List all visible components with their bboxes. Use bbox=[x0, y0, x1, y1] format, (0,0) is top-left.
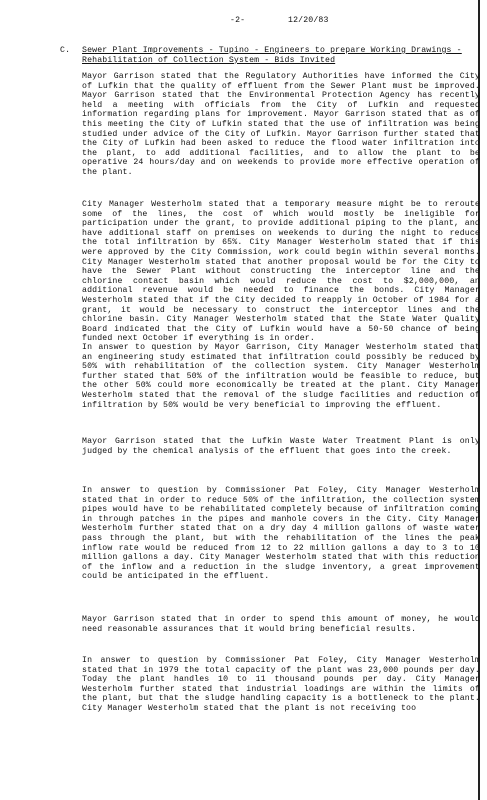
paragraph-5: In answer to question by Commissioner Pat Foley, City Manager Westerholm stated that in order to reduce 50% of the infiltration, the collection system pipes would have to be rehabilitated completely because of infiltration coming in through patches in the pipes and manhole covers in the City. City Manager Westerholm further stated that on a dry day 4 million gallons of waste water pass through the plant, but with the rehabilitation of the lines the peak inflow rate would be reduced from 12 to 22 million gallons a day to 3 to 10 million gallons a day. City Manager Westerholm stated that with this reduction of the inflow and a reduction in the sludge inventory, a great improvement could be anticipated in the effluent. bbox=[82, 486, 480, 582]
paragraph-7: In answer to question by Commissioner Pat Foley, City Manager Westerholm stated that in 1979 the total capacity of the plant was 23,000 pounds per day. Today the plant handles 10 to 11 thousand pounds per day. City Manager Westerholm further stated that industrial loadings are within the limits of the plant, but that the sludge handling capacity is a bottleneck to the plant. City Manager Westerholm stated that the plant is not receiving too bbox=[82, 656, 480, 713]
paragraph-1: Mayor Garrison stated that the Regulatory Authorities have informed the City of Lufkin that the quality of effluent from the Sewer Plant must be improved. Mayor Garrison stated that the Environmental Protection Agency has recently held a meeting with officials from the City of Lufkin and requested information regarding plans for improvement. Mayor Garrison stated that as of this meeting the City of Lufkin stated that the use of infiltration was being studied under advice of the City of Lufkin. Mayor Garrison further stated that the City of Lufkin had been asked to reduce the flood water infiltration into the plant, to add additional facilities, and to allow the plant to be operative 24 hours/day and on weekends to provide more effective operation of the plant. bbox=[82, 72, 480, 177]
paragraph-6: Mayor Garrison stated that in order to spend this amount of money, he would need reasonable assurances that it would bring beneficial results. bbox=[82, 615, 480, 634]
paragraph-2: City Manager Westerholm stated that a temporary measure might be to reroute some of the lines, the cost of which would mostly be ineligible for participation under the grant, to provide additional piping to the plant, and have additional staff on premises on weekends to during the night to reduce the total infiltration by 65%. City Manager Westerholm stated that if this were approved by the City Commission, work could begin within several months. City Manager Westerholm stated that another proposal would be for the City to have the Sewer Plant without constructing the interceptor line and the chlorine contact basin which would reduce the cost to $2,000,000, an additional revenue would be needed to finance the bonds. City Manager Westerholm stated that if the City decided to reapply in October of 1984 for a grant, it would be necessary to construct the interceptor lines and the chlorine basin. City Manager Westerholm stated that the State Water Quality Board indicated that the City of Lufkin would have a 50-50 chance of being funded next October if everything is in order. bbox=[82, 200, 480, 344]
meeting-date: 12/20/83 bbox=[288, 16, 329, 25]
agenda-item-letter: C. bbox=[60, 46, 71, 55]
page-header bbox=[0, 16, 487, 28]
page-number: -2- bbox=[230, 16, 246, 25]
agenda-item-title: Sewer Plant Improvements - Tupino - Engineers to prepare Working Drawings - Rehabilitation of Collection System - Bids Invited bbox=[82, 46, 462, 65]
paragraph-4: Mayor Garrison stated that the Lufkin Waste Water Treatment Plant is only judged by the chemical analysis of the effluent that goes into the creek. bbox=[82, 437, 480, 456]
paragraph-3: In answer to question by Mayor Garrison, City Manager Westerholm stated that an engineering study estimated that infiltration could possibly be reduced by 50% with rehabilitation of the collection system. City Manager Westerholm further stated that 50% of the infiltration would be feasible to reduce, but the other 50% could more economically be treated at the plant. City Manager Westerholm stated that the removal of the sludge facilities and reduction of infiltration by 50% would be very beneficial to improving the effluent. bbox=[82, 343, 480, 410]
